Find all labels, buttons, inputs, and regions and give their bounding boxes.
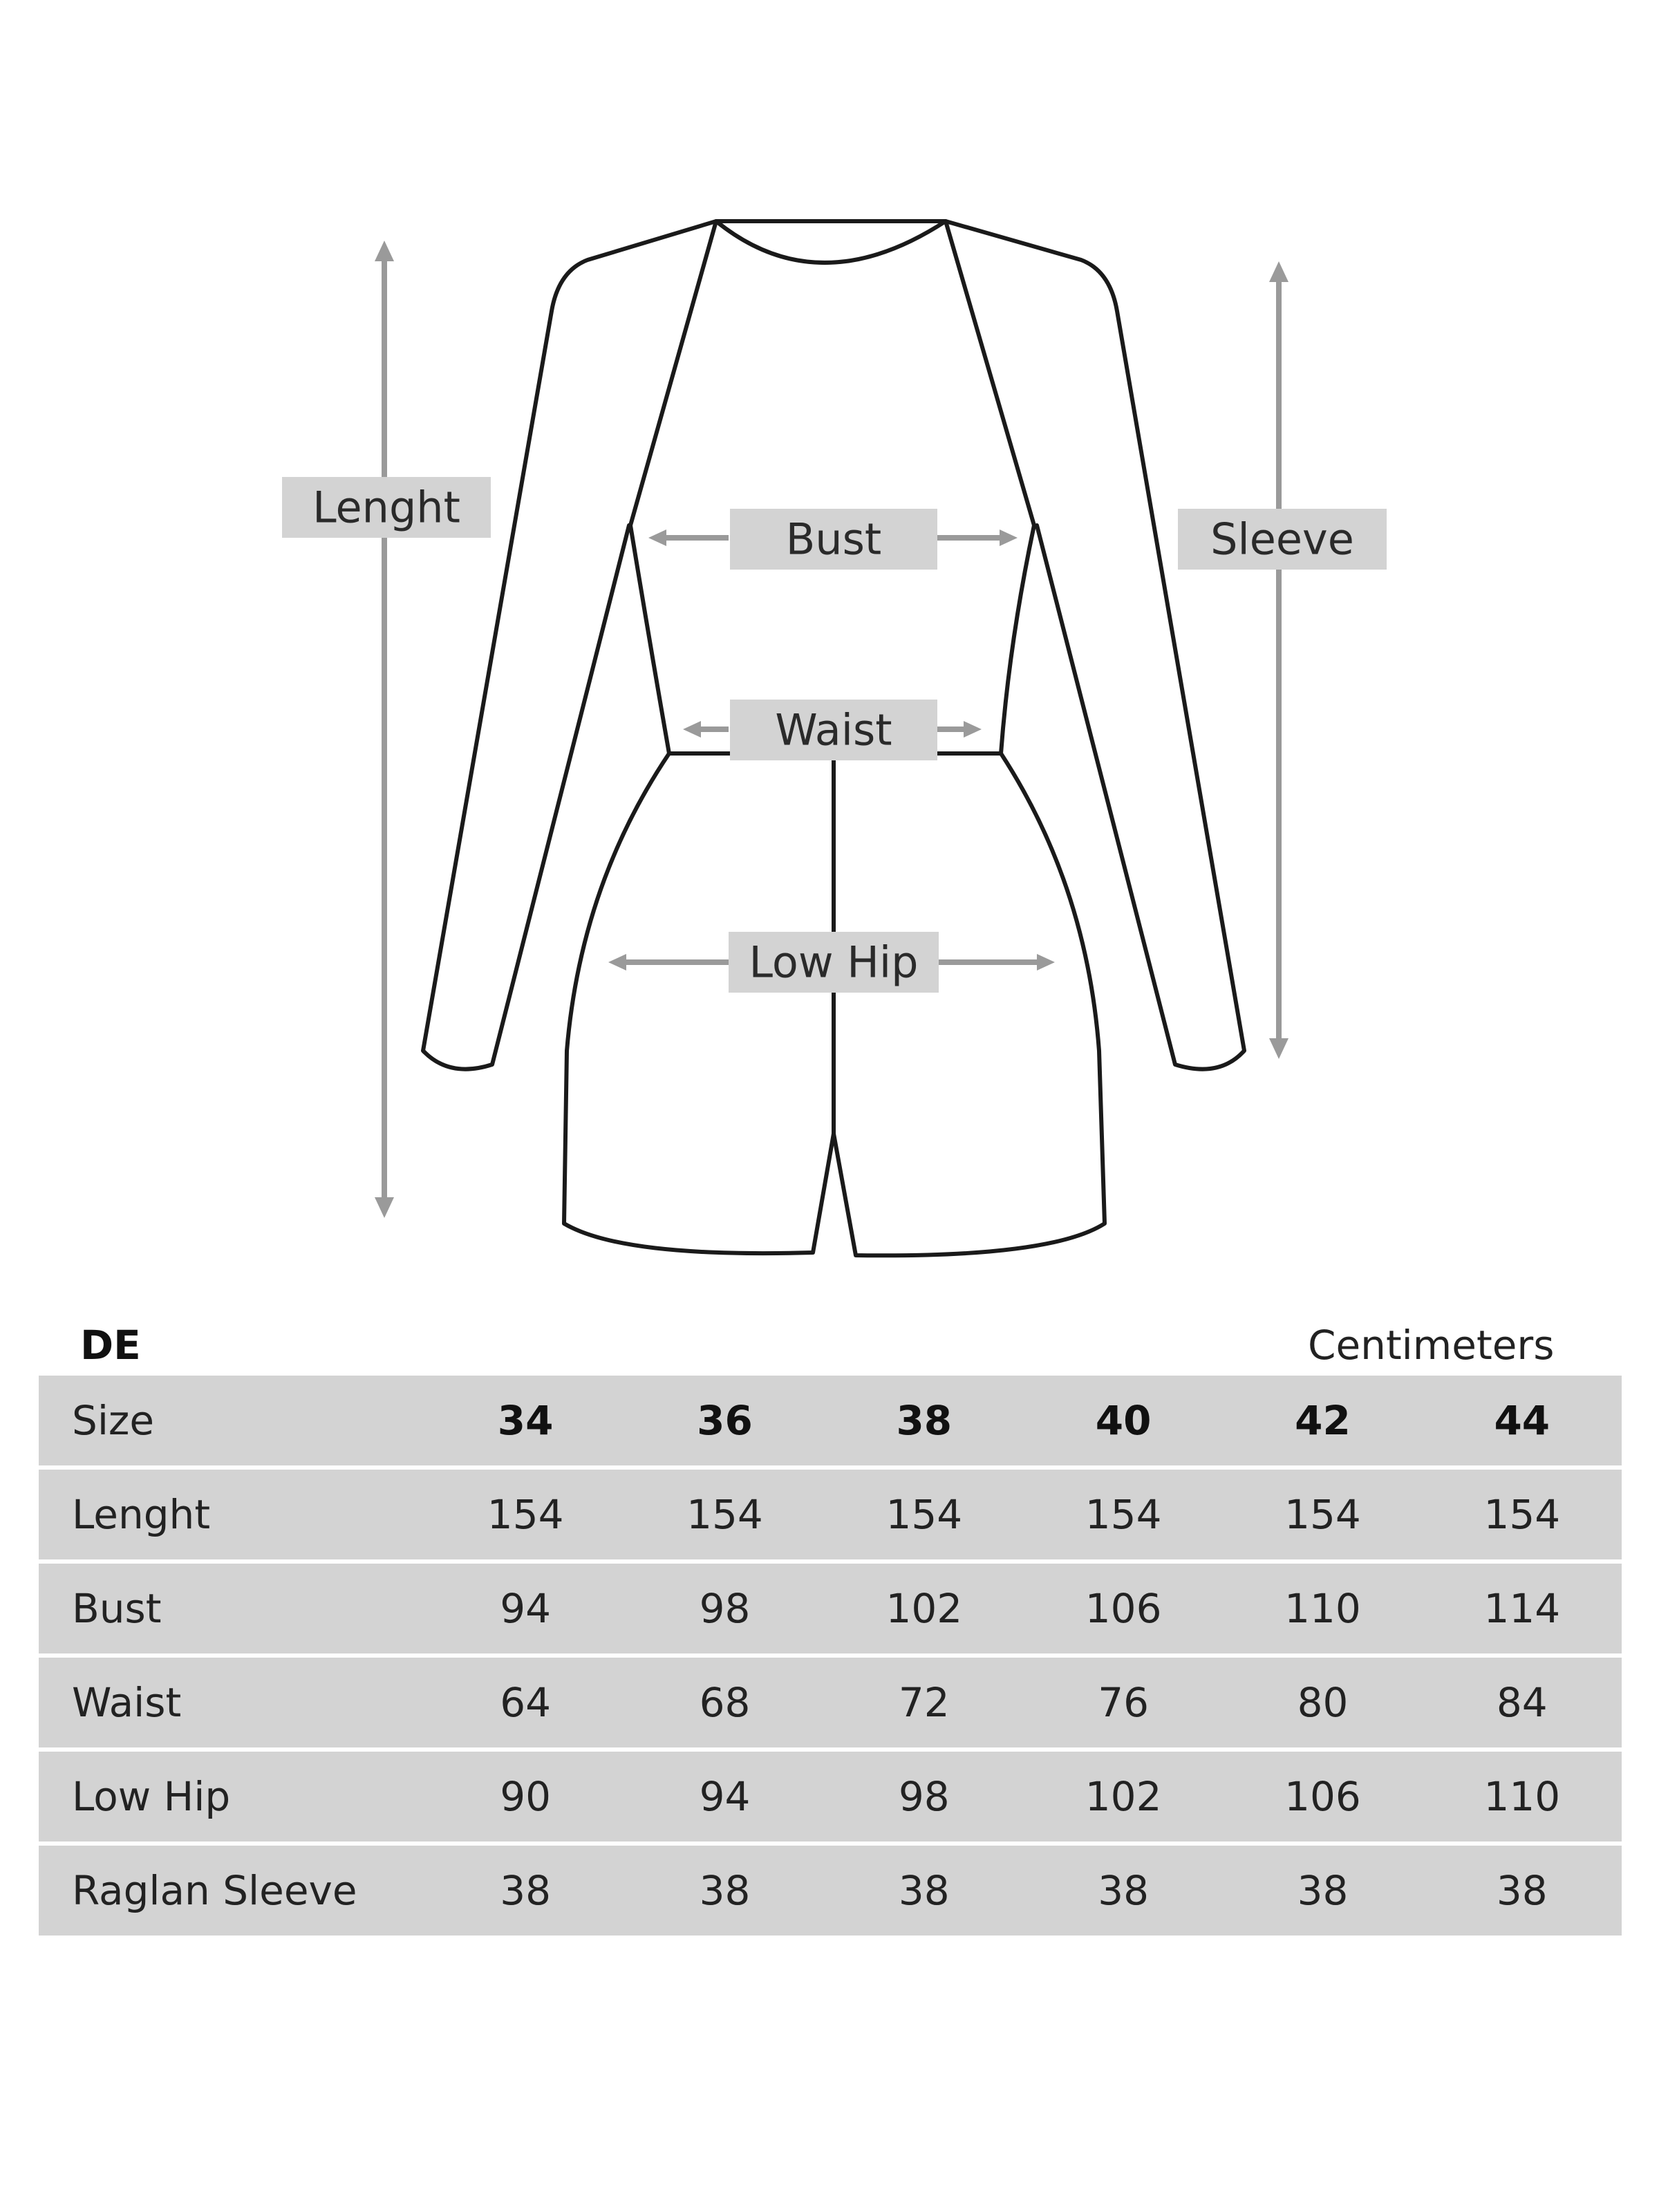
table-cell: 68 [699,1679,751,1726]
table-row [39,1752,1622,1841]
table-cell: 102 [885,1585,963,1632]
size-cell: 36 [697,1397,753,1444]
table-cell: 90 [500,1773,552,1820]
table-cell: 102 [1085,1773,1162,1820]
table-cell: 38 [699,1867,751,1914]
sleeve-label [1178,509,1387,570]
table-row [39,1846,1622,1936]
size-cell: 38 [896,1397,953,1444]
table-cell: 106 [1085,1585,1162,1632]
table-cell: 106 [1284,1773,1361,1820]
table-row [39,1658,1622,1747]
length-arrow [375,241,394,1218]
size-cell: 42 [1295,1397,1351,1444]
svg-text:Lenght: Lenght [312,482,460,533]
row-label: Lenght [72,1491,211,1538]
bust-label [730,509,937,570]
table-cell: 114 [1483,1585,1561,1632]
table-cell: 154 [1284,1491,1361,1538]
size-cell: 34 [497,1397,554,1444]
row-label: Low Hip [72,1773,231,1820]
size-table [39,1376,1622,1940]
table-cell: 154 [1085,1491,1162,1538]
table-cell: 94 [500,1585,552,1632]
table-cell: 72 [898,1679,950,1726]
table-cell: 64 [500,1679,552,1726]
table-cell: 84 [1496,1679,1548,1726]
table-cell: 38 [500,1867,552,1914]
svg-text:Low Hip: Low Hip [749,937,919,988]
row-label: Size [72,1397,155,1444]
table-cell: 110 [1483,1773,1561,1820]
svg-text:Bust: Bust [785,514,882,565]
table-cell: 154 [686,1491,763,1538]
table-cell: 80 [1297,1679,1349,1726]
table-cell: 110 [1284,1585,1361,1632]
table-cell: 94 [699,1773,751,1820]
unit-label: Centimeters [1308,1322,1555,1369]
table-cell: 76 [1098,1679,1150,1726]
size-cell: 40 [1095,1397,1152,1444]
table-row [39,1470,1622,1559]
row-label: Raglan Sleeve [72,1867,357,1914]
table-cell: 154 [487,1491,564,1538]
svg-text:Waist: Waist [775,704,892,756]
table-cell: 154 [885,1491,963,1538]
table-cell: 154 [1483,1491,1561,1538]
row-label: Waist [72,1679,182,1726]
svg-text:Sleeve: Sleeve [1210,514,1354,565]
region-label: DE [80,1322,141,1369]
sleeve-arrow [1269,261,1288,1059]
low-hip-label [729,932,939,993]
waist-label [730,700,937,760]
row-label: Bust [72,1585,162,1632]
size-header-row [39,1376,1622,1465]
table-cell: 38 [898,1867,950,1914]
table-cell: 98 [898,1773,950,1820]
table-cell: 38 [1496,1867,1548,1914]
table-cell: 38 [1297,1867,1349,1914]
table-cell: 98 [699,1585,751,1632]
size-cell: 44 [1494,1397,1550,1444]
length-label [282,477,491,538]
table-cell: 38 [1098,1867,1150,1914]
table-row [39,1564,1622,1653]
